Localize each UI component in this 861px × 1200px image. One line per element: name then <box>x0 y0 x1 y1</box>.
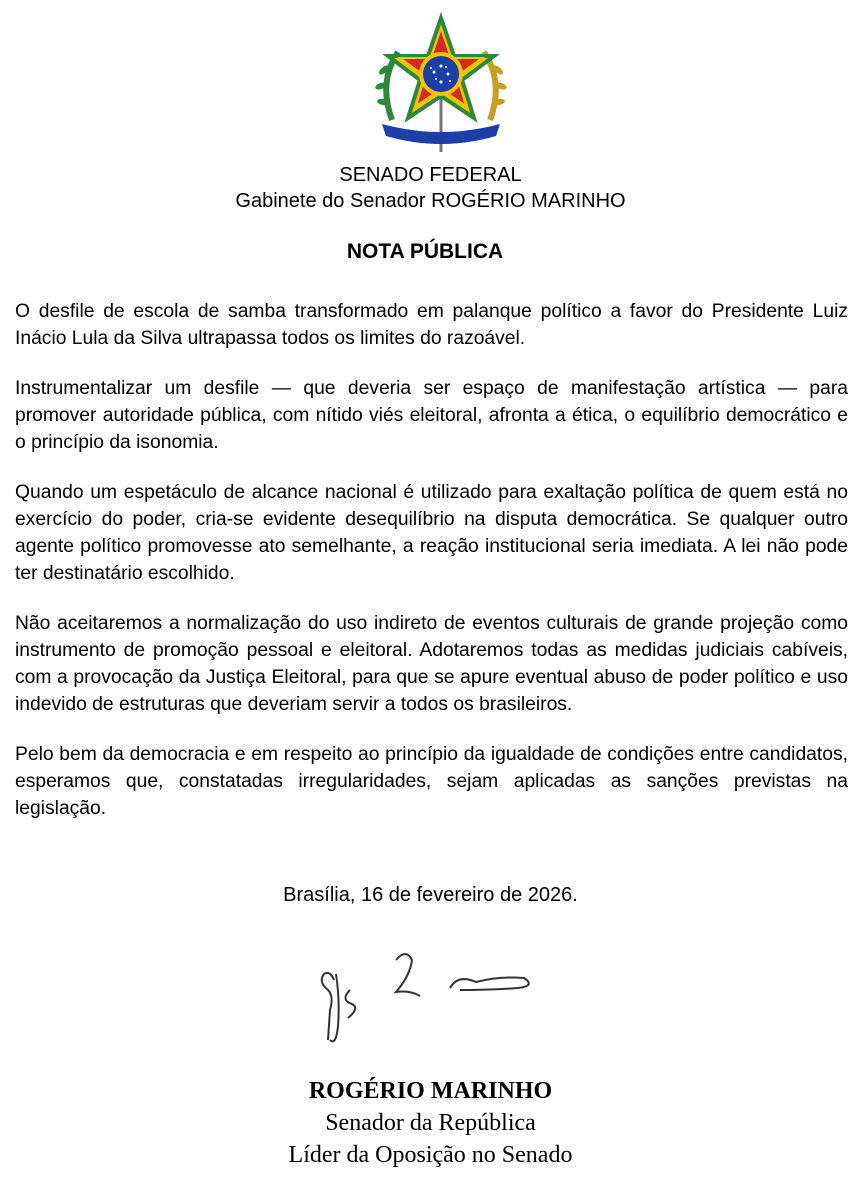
document-body <box>15 298 848 845</box>
document-header <box>0 162 861 214</box>
signatory-role: Senador da República <box>325 1110 536 1136</box>
paragraph: Instrumentalizar um desfile — que deveria ser espaço de manifestação artística — para promover autoridade pública, com nítido viés eleitoral, afronta a ética, o equilíbrio democrático e o princípio da isonomia. <box>15 378 848 453</box>
paragraph: Não aceitaremos a normalização do uso indireto de eventos culturais de grande projeção como instrumento de promoção pessoal e eleitoral. Adotaremos todas as medidas judiciais cabíveis, com a provocação da Justiça Eleitoral, para que se apure eventual abuso de poder político e uso indevido de estruturas que deveriam servir a todos os brasileiros. <box>15 613 848 715</box>
office-name: Gabinete do Senador ROGÉRIO MARINHO <box>235 190 626 212</box>
signatory-name: ROGÉRIO MARINHO <box>308 1078 553 1104</box>
signature-block <box>0 1075 861 1171</box>
date-line: Brasília, 16 de fevereiro de 2026. <box>283 884 578 906</box>
institution-name: SENADO FEDERAL <box>339 164 522 186</box>
handwritten-signature-icon <box>300 930 540 1050</box>
paragraph: Quando um espetáculo de alcance nacional é utilizado para exaltação política de quem está no exercício do poder, cria-se evidente desequilíbrio na disputa democrática. Se qualquer outro agente político promovesse ato semelhante, a reação institucional seria imediata. A lei não pode ter destinatário escolhido. <box>15 482 848 584</box>
document-title: NOTA PÚBLICA <box>346 240 504 263</box>
coat-of-arms-icon <box>370 12 512 162</box>
signatory-position: Líder da Oposição no Senado <box>288 1142 573 1168</box>
paragraph: O desfile de escola de samba transformado em palanque político a favor do Presidente Luiz Inácio Lula da Silva ultrapassa todos os limites do razoável. <box>15 301 848 349</box>
paragraph: Pelo bem da democracia e em respeito ao princípio da igualdade de condições entre candidatos, esperamos que, constatadas irregularidades, sejam aplicadas as sanções previstas na legislação. <box>15 744 848 819</box>
